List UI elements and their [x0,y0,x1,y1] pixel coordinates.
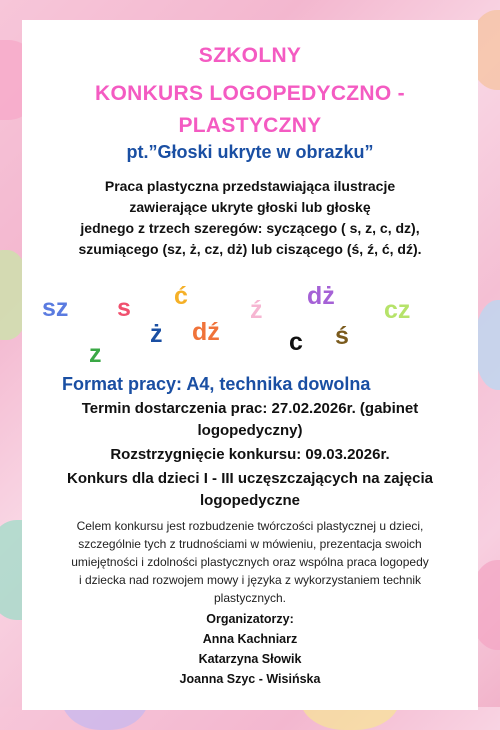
poster-title-line-1: SZKOLNY [198,44,302,67]
poster-subtitle: pt.”Głoski ukryte w obrazku” [126,142,374,162]
deadline-line: logopedyczny) [197,422,303,439]
letter-z-dot: ż [150,320,163,348]
poster-card [22,20,478,710]
background-candy-heart [475,300,500,390]
letter-z: z [89,340,102,368]
audience-info [28,468,472,512]
deadline-info [28,398,472,442]
organizer-name: Anna Kachniarz [202,632,298,646]
description-line: zawierające ukryte głoski lub głoskę [129,199,371,215]
letter-dz-dot: dż [307,282,335,310]
purpose-line: plastycznych. [213,591,287,605]
format-info: Format pracy: A4, technika dowolna [62,374,371,394]
deadline-line: Termin dostarczenia prac: 27.02.2026r. (gabinet [81,400,419,417]
letter-cz: cz [384,296,411,324]
description [34,176,466,260]
purpose-line: szczególnie tych z trudnościami w mówieniu, prezentacja swoich [78,537,422,551]
purpose-text [32,517,468,607]
audience-line: logopedyczne [199,492,300,509]
purpose-line: i dziecka nad rozwojem mowy i języka z wykorzystaniem technik [78,573,422,587]
results-info: Rozstrzygnięcie konkursu: 09.03.2026r. [110,446,390,463]
letter-c-acute: ć [174,282,188,310]
organizer-name: Katarzyna Słowik [198,652,302,666]
letter-dz-acute: dź [192,318,220,346]
purpose-line: umiejętności i zdolności plastycznych oraz wspólna praca logopedy [71,555,429,569]
letter-s-acute: ś [335,322,349,350]
letter-c: c [289,328,303,356]
organizers-label: Organizatorzy: [206,612,294,626]
letter-s: s [117,294,131,322]
description-line: Praca plastyczna przedstawiająca ilustracje [104,178,396,194]
letter-z-acute: ź [250,296,263,324]
letter-sz: sz [42,294,69,322]
description-line: szumiącego (sz, ż, cz, dż) lub ciszącego (ś, ź, ć, dź). [78,241,422,257]
poster-title-line-3: PLASTYCZNY [178,114,322,137]
purpose-line: Celem konkursu jest rozbudzenie twórczości plastycznej u dzieci, [76,519,424,533]
poster-title-line-2: KONKURS LOGOPEDYCZNO - [95,82,405,105]
audience-line: Konkurs dla dzieci I - III uczęszczających na zajęcia [67,470,433,487]
organizer-name: Joanna Szyc - Wisińska [179,672,321,686]
description-line: jednego z trzech szeregów: syczącego ( s, z, c, dz), [80,220,420,236]
